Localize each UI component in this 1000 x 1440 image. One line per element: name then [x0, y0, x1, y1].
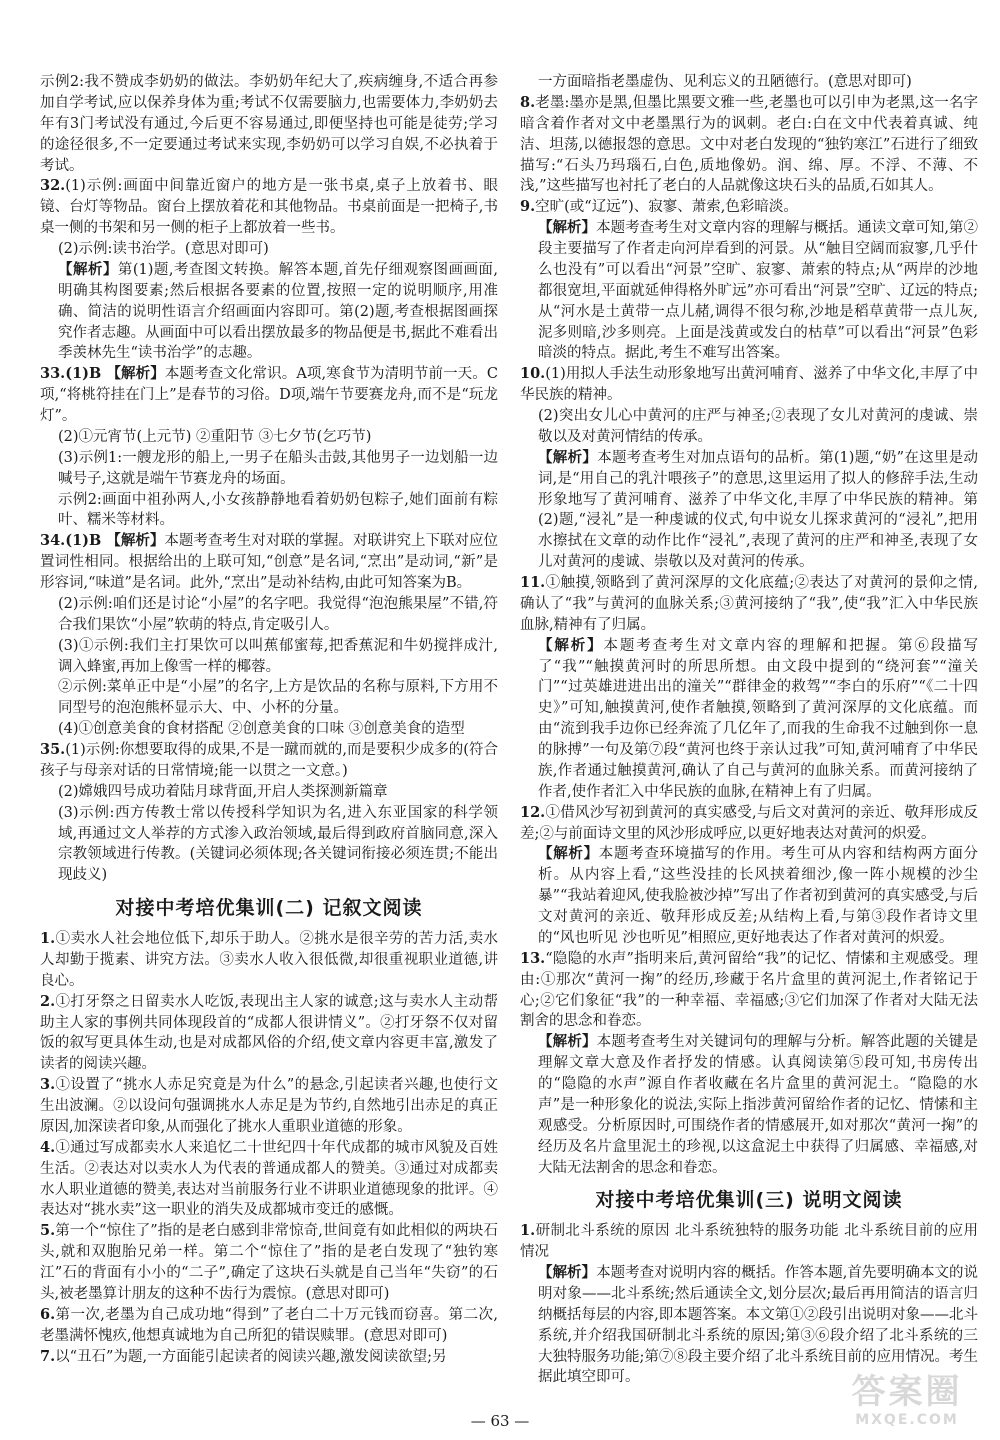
- answer-paragraph: [40, 427, 498, 448]
- answer-paragraph: [40, 239, 498, 260]
- analysis-tag: 【解析】: [58, 260, 118, 278]
- answer-paragraph: [520, 844, 978, 948]
- answer-paragraph: [520, 803, 978, 845]
- answer-text: 本题考查考生对加点语句的品析。第(1)题,“奶”在这里是动词,是“用自己的乳汁喂孩子”的意思,这里运用了拟人的修辞手法,生动形象地写了黄河哺育、滋养了中华文化,丰厚了中华民族的精神。第(2)题,“浸礼”是一种虔诚的仪式,句中说女儿探求黄河的“浸礼”,把用水擦拭在文章的动作比作“浸礼”,表现了黄河的庄严和神圣,表现了女儿对黄河的虔诚、崇敬以及对黄河的传承。: [538, 449, 979, 571]
- answer-paragraph: [520, 1032, 978, 1178]
- answer-text: (2)突出女儿心中黄河的庄严与神圣;②表现了女儿对黄河的虔诚、崇敬以及对黄河情结的传承。: [538, 408, 978, 445]
- question-number: 1.: [520, 1222, 536, 1240]
- answer-paragraph: [40, 719, 498, 740]
- answer-text: 空旷(或“辽远”)、寂寥、萧索,色彩暗淡。: [535, 199, 798, 216]
- watermark-domain: MXQE.COM: [855, 1412, 959, 1428]
- answer-paragraph: [40, 1221, 498, 1305]
- answer-paragraph: [40, 992, 498, 1076]
- question-number: 8.: [520, 93, 536, 111]
- watermark-logo: [832, 1372, 982, 1432]
- answer-text: 第一次,老墨为自己成功地“得到”了老白二十万元钱而窃喜。第二次,老墨满怀愧疚,他想真诚地为自己所犯的错误赎罪。(意思对即可): [40, 1306, 498, 1344]
- page-number: — 63 —: [470, 1412, 530, 1430]
- question-number: 1.: [40, 930, 56, 947]
- answer-text: (4)①创意美食的食材搭配 ②创意美食的口味 ③创意美食的造型: [58, 721, 465, 738]
- watermark-text: 答案圈: [851, 1372, 963, 1412]
- question-number: 12.: [520, 803, 546, 821]
- answer-paragraph: [520, 1221, 978, 1263]
- question-number: 32.: [40, 177, 66, 195]
- answer-text: 第一个“惊住了”指的是老白感到非常惊奇,世间竟有如此相似的两块石头,就和双胞胎兄弟一样。第二个“惊住了”指的是老白发现了“独钓寒江”石的背面有小小的“二子”,确定了这块石头就是自己当年“失窃”的石头,被老墨算计朋友的这种不齿行为震惊。(意思对即可): [40, 1223, 498, 1302]
- answer-text: (1)用拟人手法生动形象地写出黄河哺育、滋养了中华文化,丰厚了中华民族的精神。: [520, 366, 978, 404]
- answer-paragraph: [40, 782, 498, 803]
- answer-paragraph: [40, 176, 498, 239]
- analysis-tag: 【解析】: [538, 1033, 597, 1051]
- section-heading: 对接中考培优集训(二) 记叙文阅读: [115, 897, 423, 920]
- analysis-tag: 【解析】: [538, 845, 599, 863]
- answer-paragraph: [40, 1075, 498, 1138]
- question-number: 4.: [40, 1138, 56, 1156]
- question-number: 3.: [40, 1076, 56, 1094]
- answer-text: (3)示例1:一艘龙形的船上,一男子在船头击鼓,其他男子一边划船一边喊号子,这就是端午节赛龙舟的场面。: [58, 449, 498, 487]
- question-number: 33.: [40, 365, 66, 383]
- answer-text: ①打牙祭之日留卖水人吃饭,表现出主人家的诚意;这与卖水人主动帮助主人家的事例共同体现段首的“成都人很讲情义”。②打牙祭不仅对留饭的叙写更具体生动,也是对成都风俗的介绍,使文章内容更丰富,激发了读者的阅读兴趣。: [40, 993, 498, 1073]
- analysis-tag: (1)B 【解析】: [65, 532, 165, 550]
- answer-paragraph: [520, 72, 978, 93]
- answer-paragraph: [40, 740, 498, 782]
- answer-paragraph: [40, 1138, 498, 1222]
- answer-paragraph: [40, 803, 498, 887]
- answer-paragraph: [40, 636, 498, 678]
- answer-paragraph: [520, 448, 978, 573]
- answer-paragraph: [40, 490, 498, 532]
- question-number: 9.: [520, 198, 536, 216]
- analysis-tag: (1)B 【解析】: [65, 365, 165, 383]
- left-column: [40, 72, 498, 1367]
- answer-text: 以“丑石”为题,一方面能引起读者的阅读兴趣,激发阅读欲望;另: [55, 1348, 447, 1365]
- answer-text: 研制北斗系统的原因 北斗系统独特的服务功能 北斗系统目前的应用情况: [520, 1223, 978, 1261]
- answer-text: ①设置了“挑水人赤足究竟是为什么”的悬念,引起读者兴趣,也使行文生出波澜。②以设问句强调挑水人赤足是为节约,自然地引出赤足的真正原因,加深读者印象,从而强化了挑水人重职业道德的形象。: [40, 1077, 498, 1135]
- answer-text: 示例2:我不赞成李奶奶的做法。李奶奶年纪大了,疾病缠身,不适合再参加自学考试,应以保养身体为重;考试不仅需要脑力,也需要体力,李奶奶去年有3门考试没有通过,今后更不容易通过,即便坚持也可能是徒劳;学习的途径很多,不一定要通过考试来实现,李奶奶可以学习自娱,不必执着于考试。: [40, 74, 498, 174]
- answer-paragraph: [40, 364, 498, 427]
- answer-text: ②示例:菜单正中是“小屋”的名字,上方是饮品的名称与原料,下方用不同型号的泡泡熊杯显示大、中、小杯的分量。: [58, 679, 498, 717]
- answer-text: 本题考查考生对文章内容的理解和把握。第⑥段描写了“我”“触摸黄河时的所思所想。由文段中提到的“绕河套”“潼关门”“过英雄进进出出的潼关”“群律金的救驾”“李白的乐府”“《二十四史》”可知,触摸黄河,使作者触摸,领略到了黄河深厚的文化底蕴。而由“流到我手边你已经奔流了几亿年了,而我的生命我不过触到你一息的脉搏”一句及第⑦段“黄河也终于亲认过我”可知,黄河哺育了中华民族,作者通过触摸黄河,确认了自己与黄河的血脉关系。而黄河接纳了作者,使作者汇入中华民族的血脉,在精神上有了归属。: [538, 637, 979, 800]
- answer-text: 本题考查考生对对联的掌握。对联讲究上下联对应位置词性相同。根据给出的上联可知,“创意”是名词,“烹出”是动词,“新”是形容词,“味道”是名词。此外,“烹出”是动补结构,由此可知答案为B。: [40, 533, 498, 591]
- answer-paragraph: [40, 929, 498, 992]
- answer-text: (1)示例:你想要取得的成果,不是一蹴而就的,而是要积少成多的(符合孩子与母亲对话的日常情境;能一以贯之一文意。): [40, 742, 498, 779]
- question-number: 7.: [40, 1347, 56, 1365]
- question-number: 2.: [40, 992, 56, 1010]
- question-number: 6.: [40, 1305, 56, 1323]
- answer-paragraph: [520, 406, 978, 448]
- answer-text: 本题考查对说明内容的概括。作答本题,首先要明确本文的说明对象——北斗系统;然后通读全文,划分层次;最后再用简洁的语言归纳概括每层的内容,即本题答案。本文第①②段引出说明对象——北斗系统,并介绍我国研制北斗系统的原因;第③⑥段介绍了北斗系统的三大独特服务功能;第⑦⑧段主要介绍了北斗系统目前的应用情况。考生据此填空即可。: [538, 1265, 979, 1386]
- answer-paragraph: [520, 93, 978, 197]
- answer-text: (1)示例:画面中间靠近窗户的地方是一张书桌,桌子上放着书、眼镜、台灯等物品。窗台上摆放着花和其他物品。书桌前面是一把椅子,书桌一侧的书架和另一侧的柜子上都放着一些书。: [40, 178, 498, 237]
- answer-text: ①卖水人社会地位低下,却乐于助人。②挑水是很辛劳的苦力活,卖水人却勤于揽素、讲究方法。③卖水人收入很低微,却很重视职业道德,讲良心。: [40, 931, 498, 989]
- answer-text: “隐隐的水声”指明来后,黄河留给“我”的记忆、情愫和主观感受。理由:①那次“黄河一掬”的经历,珍藏于名片盒里的黄河泥土,作者铭记于心;②它们象征“我”的一种幸福、幸福感;③它们加深了作者对大陆无法割舍的思念和眷恋。: [520, 950, 978, 1030]
- answer-text: 一方面暗指老墨虚伪、见利忘义的丑陋德行。(意思对即可): [538, 74, 912, 90]
- answer-text: 本题考查考生对关键词句的理解与分析。解答此题的关键是理解文章大意及作者抒发的情感。认真阅读第⑤段可知,书房传出的“隐隐的水声”源自作者收藏在名片盒里的黄河泥土。“隐隐的水声”是一种形象化的说法,实际上指涉黄河留给作者的记忆、情愫和主观感受。分析原因时,可围绕作者的情感展开,如对那次“黄河一掬”的经历及名片盒里泥土的珍视,以这盒泥土中获得了归属感、幸福感,对大陆无法割舍的思念和眷恋。: [538, 1034, 979, 1176]
- section-heading: 对接中考培优集训(三) 说明文阅读: [595, 1189, 903, 1212]
- answer-paragraph: [520, 197, 978, 218]
- answer-paragraph: [40, 72, 498, 176]
- answer-paragraph: [520, 364, 978, 406]
- question-number: 11.: [520, 574, 546, 591]
- answer-text: ①触摸,领略到了黄河深厚的文化底蕴;②表达了对黄河的景仰之情,确认了“我”与黄河的血脉关系;③黄河接纳了“我”,使“我”汇入中华民族血脉,精神有了归属。: [520, 575, 978, 633]
- answer-text: (3)①示例:我们主打果饮可以叫蕉郁蜜莓,把香蕉泥和牛奶搅拌成汁,调入蜂蜜,再加上像雪一样的椰蓉。: [58, 637, 498, 675]
- answer-text: 第(1)题,考查图文转换。解答本题,首先仔细观察图画画面,明确其构图要素;然后根据各要素的位置,按照一定的说明顺序,用准确、简洁的说明性语言介绍画面内容即可。第(2)题,考查根据图画探究作者志趣。从画面中可以看出摆放最多的物品便是书,据此不难看出季羡林先生“读书治学”的志趣。: [58, 261, 498, 362]
- right-column: [520, 72, 978, 1388]
- question-number: 35.: [40, 741, 66, 758]
- answer-paragraph: [520, 1263, 978, 1388]
- answer-text: (2)示例:读书治学。(意思对即可): [58, 241, 269, 257]
- analysis-tag: 【解析】: [538, 1264, 597, 1281]
- answer-paragraph: [520, 636, 978, 803]
- answer-paragraph: [40, 1305, 498, 1347]
- answer-text: 本题考查文化常识。A项,寒食节为清明节前一天。C项,“将桃符挂在门上”是春节的习俗。D项,端午节要赛龙舟,而不是“玩龙灯”。: [40, 366, 498, 424]
- answer-paragraph: [520, 218, 978, 364]
- answer-text: ①通过写成都卖水人来追忆二十世纪四十年代成都的城市风貌及百姓生活。②表达对以卖水人为代表的普通成都人的赞美。③通过对成都卖水人职业道德的赞美,表达对当前服务行业不讲职业道德现象的批评。④表达对“挑水卖”这一职业的消失及成都城市变迁的感慨。: [40, 1139, 498, 1219]
- answer-text: 本题考查考生对文章内容的理解与概括。通读文章可知,第②段主要描写了作者走向河岸看到的河景。从“触目空阔而寂寥,几乎什么也没有”可以看出“河景”空旷、寂寥、萧索的特点;从“两岸的沙地都很宽坦,平面就延伸得格外旷远”亦可看出“河景”空旷、辽远的特点;从“河水是土黄带一点儿赭,调得不很匀称,沙地是稻草黄带一点儿灰,泥多则暗,沙多则亮。上面是浅黄或发白的枯草”可以看出“河景”色彩暗淡的特点。据此,考生不难写出答案。: [538, 220, 979, 362]
- analysis-tag: 【解析】: [538, 219, 597, 237]
- analysis-tag: 【解析】: [538, 636, 604, 654]
- answer-text: (2)①元宵节(上元节) ②重阳节 ③七夕节(乞巧节): [58, 428, 372, 445]
- question-number: 13.: [520, 949, 546, 967]
- answer-paragraph: [40, 260, 498, 364]
- answer-text: 本题考查环境描写的作用。考生可从内容和结构两方面分析。从内容上看,“这些没挂的长风挟着细沙,像一阵小规模的沙尘暴”“我站着迎风,使我脸被沙掉”写出了作者初到黄河的真实感受,与后文对黄河的亲近、敬拜形成反差;从结构上看,与第③段作者诗文里的“风也听见 沙也听见”相照应,更好地表达了作者对黄河的炽爱。: [538, 846, 979, 946]
- analysis-tag: 【解析】: [538, 448, 598, 466]
- question-number: 5.: [40, 1222, 56, 1240]
- answer-text: 老墨:墨亦是黑,但墨比黑要文雅一些,老墨也可以引申为老黑,这一名字暗含着作者对文中老墨黑行为的讽刺。老白:白在文中代表着真诚、纯洁、坦荡,以德报怨的意思。文中对老白发现的“独钓寒江”石进行了细致描写:“石头乃玛瑙石,白色,质地像奶。润、绵、厚。不浮、不薄、不浅,”这些描写也衬托了老白的人品就像这块石头的品质,石如其人。: [520, 94, 978, 195]
- answer-text: ①借风沙写初到黄河的真实感受,与后文对黄河的亲近、敬拜形成反差;②与前面诗文里的风沙形成呼应,以更好地表达对黄河的炽爱。: [520, 804, 978, 842]
- answer-paragraph: [520, 573, 978, 636]
- answer-paragraph: [40, 1347, 498, 1368]
- answer-paragraph: [40, 448, 498, 490]
- question-number: 34.: [40, 532, 66, 550]
- answer-paragraph: [40, 677, 498, 719]
- question-number: 10.: [520, 365, 546, 383]
- answer-text: 示例2:画面中祖孙两人,小女孩静静地看着奶奶包粽子,她们面前有粽叶、糯米等材料。: [58, 491, 498, 529]
- answer-paragraph: [40, 531, 498, 594]
- answer-text: (2)示例:咱们还是讨论“小屋”的名字吧。我觉得“泡泡熊果屋”不错,符合我们果饮“小屋”软萌的特点,肯定吸引人。: [58, 595, 498, 633]
- answer-text: (3)示例:西方传教士常以传授科学知识为名,进入东亚国家的科学领域,再通过文人举荐的方式渗入政治领域,最后得到政府首脑同意,深入宗教领域进行传教。(关键词必须体现;各关键词衔接必须连贯;不能出现歧义): [58, 804, 498, 884]
- answer-paragraph: [40, 594, 498, 636]
- answer-text: (2)嫦娥四号成功着陆月球背面,开启人类探测新篇章: [58, 783, 388, 800]
- answer-paragraph: [520, 949, 978, 1033]
